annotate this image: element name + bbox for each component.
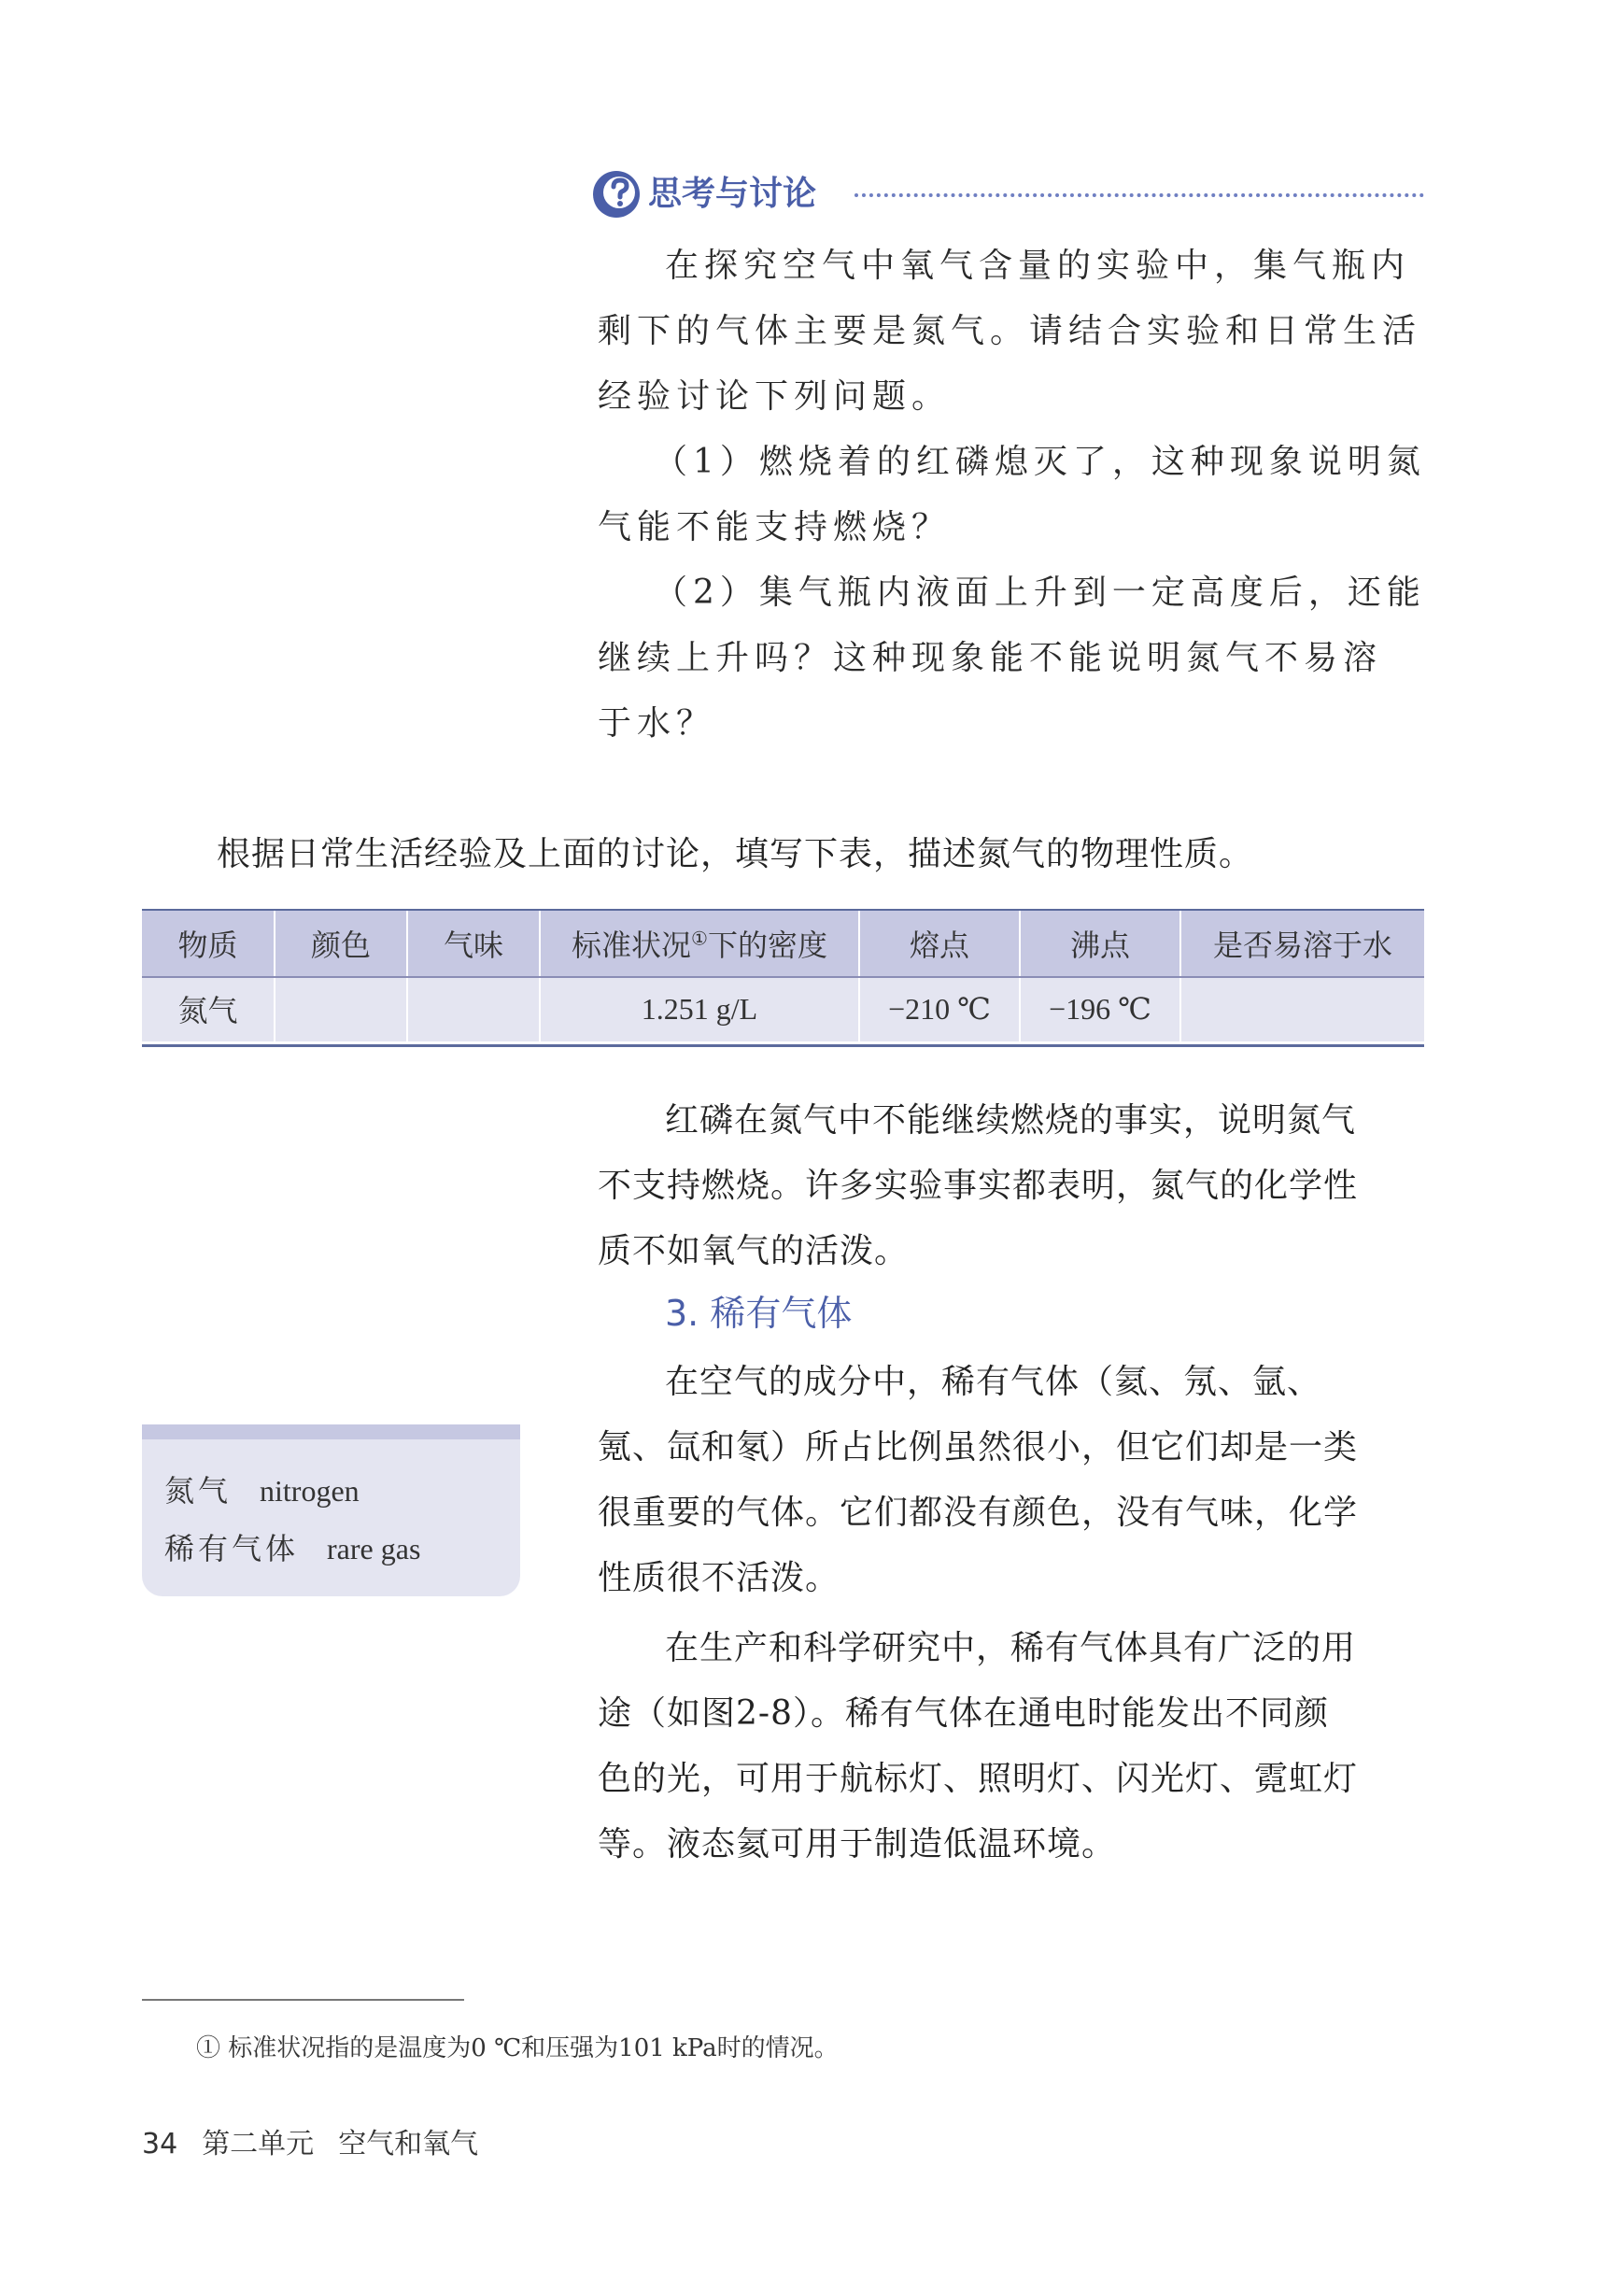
think-line: 剩下的气体主要是氮气。请结合实验和日常生活 xyxy=(598,312,1422,350)
vocabulary-box xyxy=(142,1424,520,1596)
body-line: 质不如氧气的活泼。 xyxy=(598,1232,910,1270)
vocab-term-en: nitrogen xyxy=(260,1474,360,1508)
body-line: 色的光，可用于航标灯、照明灯、闪光灯、霓虹灯 xyxy=(598,1760,1359,1798)
vocab-item xyxy=(164,1467,360,1510)
table-cell: −210 ℃ xyxy=(859,976,1020,1041)
think-discuss-title: 思考与讨论 xyxy=(648,175,817,213)
body-line: 等。液态氦可用于制造低温环境。 xyxy=(598,1825,1117,1863)
vocab-term-zh: 氮气 xyxy=(164,1473,233,1509)
vocab-term-zh: 稀有气体 xyxy=(164,1531,300,1566)
table-header-cell: 沸点 xyxy=(1020,911,1180,976)
think-line: 于水？ xyxy=(598,704,716,743)
body-line: 在生产和科学研究中，稀有气体具有广泛的用 xyxy=(665,1629,1357,1667)
think-line: （1）燃烧着的红磷熄灭了，这种现象说明氮 xyxy=(654,443,1426,481)
body-line: 在空气的成分中，稀有气体（氦、氖、氩、 xyxy=(665,1363,1322,1401)
footnote-mark: ① xyxy=(691,927,708,950)
body-line: 不支持燃烧。许多实验事实都表明，氮气的化学性 xyxy=(598,1167,1359,1205)
body-line: 氪、氙和氡）所占比例虽然很小，但它们却是一类 xyxy=(598,1428,1359,1466)
think-line: 在探究空气中氧气含量的实验中，集气瓶内 xyxy=(665,247,1411,285)
footnote: ① 标准状况指的是温度为0 ℃和压强为101 kPa时的情况。 xyxy=(196,2034,839,2062)
think-line: 气能不能支持燃烧？ xyxy=(598,508,952,546)
table-row xyxy=(142,976,1424,1041)
table-header-cell: 物质 xyxy=(177,928,238,963)
vocab-term-en: rare gas xyxy=(327,1532,421,1565)
think-line: （2）集气瓶内液面上升到一定高度后，还能 xyxy=(654,574,1426,612)
table-header-row xyxy=(142,911,1424,976)
table-cell xyxy=(407,976,540,1041)
body-line: 红磷在氮气中不能继续燃烧的事实，说明氮气 xyxy=(665,1101,1357,1140)
body-line: 途（如图2-8）。稀有气体在通电时能发出不同颜 xyxy=(598,1694,1329,1733)
table-cell: 氮气 xyxy=(177,993,238,1028)
table-header-cell: 熔点 xyxy=(859,911,1020,976)
body-line: 很重要的气体。它们都没有颜色，没有气味，化学 xyxy=(598,1494,1359,1532)
table-header-cell: 标准状况①下的密度 xyxy=(540,911,859,976)
vocab-item xyxy=(164,1525,420,1568)
page-footer xyxy=(142,2120,478,2161)
think-discuss-divider xyxy=(854,193,1424,197)
think-line: 继续上升吗？这种现象能不能说明氮气不易溶 xyxy=(598,639,1383,677)
unit-label: 第二单元 xyxy=(202,2128,315,2160)
body-line: 性质很不活泼。 xyxy=(598,1559,840,1597)
section-title: 3. 稀有气体 xyxy=(665,1293,853,1334)
think-line: 经验讨论下列问题。 xyxy=(598,377,952,416)
table-cell xyxy=(275,976,407,1041)
page-number: 34 xyxy=(142,2128,178,2160)
table-cell xyxy=(1180,976,1424,1041)
table-header-cell: 气味 xyxy=(407,911,540,976)
table-header-cell: 是否易溶于水 xyxy=(1180,911,1424,976)
table-header-cell: 颜色 xyxy=(275,911,407,976)
footnote-rule xyxy=(142,1999,464,2001)
question-bubble-icon xyxy=(590,168,643,220)
table-cell: 1.251 g/L xyxy=(540,976,859,1041)
table-intro: 根据日常生活经验及上面的讨论，填写下表，描述氮气的物理性质。 xyxy=(217,835,1254,873)
table-bottom-rule xyxy=(142,1044,1424,1047)
table-mid-rule xyxy=(142,976,1424,978)
table-cell: −196 ℃ xyxy=(1020,976,1180,1041)
chapter-title: 空气和氧气 xyxy=(338,2128,479,2160)
